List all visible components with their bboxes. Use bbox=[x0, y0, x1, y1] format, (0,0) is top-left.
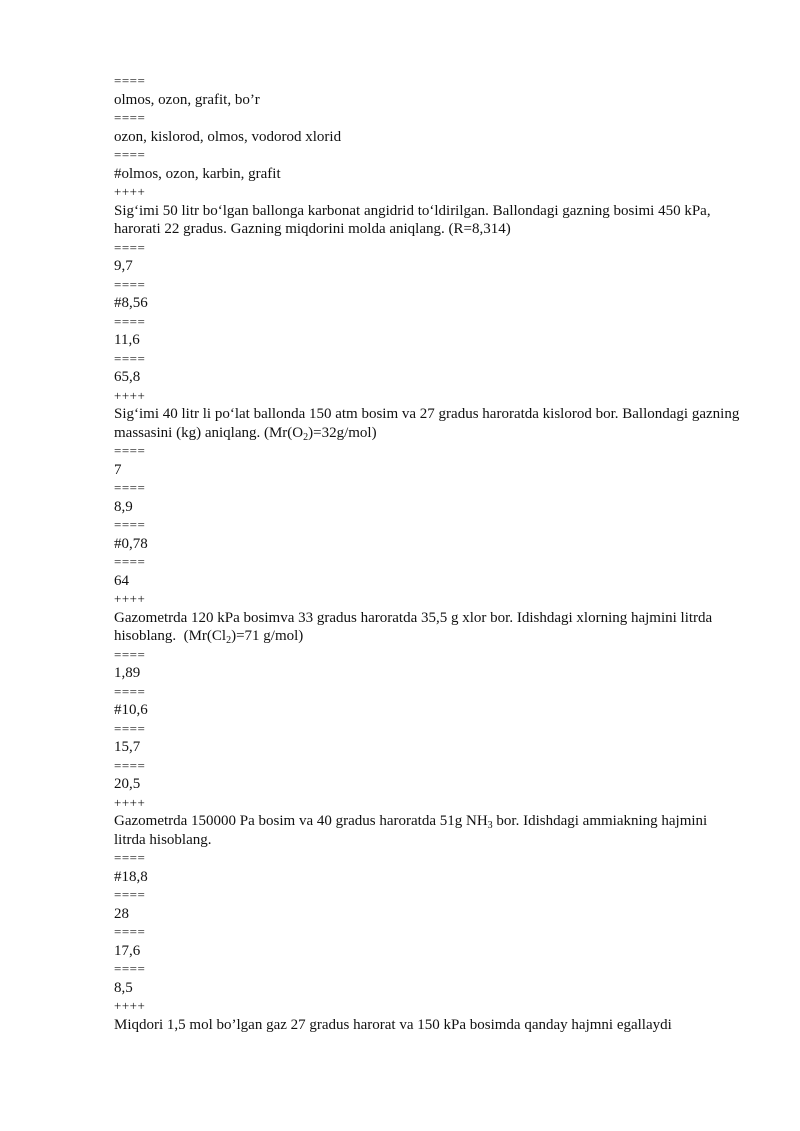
option-separator: ==== bbox=[114, 350, 146, 366]
answer-option: 15,7 bbox=[114, 739, 141, 755]
text-run: )=71 g/mol) bbox=[231, 628, 304, 644]
text-run: Gazometrda 150000 Pa bosim va 40 gradus haroratda 51g NH bbox=[114, 813, 488, 829]
answer-option: #olmos, ozon, karbin, grafit bbox=[114, 165, 281, 182]
option-separator: ==== bbox=[114, 554, 146, 569]
option-separator: ==== bbox=[114, 720, 146, 736]
text-run: )=32g/mol) bbox=[308, 424, 377, 441]
text-run: bor. Idishdagi ammiakning hajmini litrda hisoblang. bbox=[114, 813, 711, 848]
answer-option: #8,56 bbox=[114, 295, 148, 311]
subscript: 2 bbox=[226, 635, 232, 646]
question-text bbox=[114, 405, 744, 443]
document-body bbox=[114, 72, 744, 1034]
answer-option: 1,89 bbox=[114, 665, 141, 681]
question-separator: ++++ bbox=[114, 998, 146, 1013]
question-text bbox=[114, 812, 740, 849]
question-text: Miqdori 1,5 mol bo’lgan gaz 27 gradus harorat va 150 kPa bosimda qanday hajmni egallaydi bbox=[114, 1016, 672, 1033]
question-separator: ++++ bbox=[114, 794, 146, 810]
option-separator: ==== bbox=[114, 924, 146, 939]
text-run: Gazometrda 120 kPa bosimva 33 gradus haroratda 35,5 g xlor bor. Idishdagi xlorning hajmini litrda hisoblang. (Mr(Cl bbox=[114, 609, 716, 644]
answer-option: 64 bbox=[114, 572, 129, 589]
subscript: 3 bbox=[487, 820, 493, 831]
option-separator: ==== bbox=[114, 73, 146, 88]
option-separator: ==== bbox=[114, 850, 146, 865]
option-separator: ==== bbox=[114, 683, 146, 699]
question-separator: ++++ bbox=[114, 591, 146, 606]
answer-option: 28 bbox=[114, 905, 129, 922]
option-separator: ==== bbox=[114, 110, 146, 125]
option-separator: ==== bbox=[114, 313, 146, 329]
option-separator: ==== bbox=[114, 480, 146, 495]
question-text: Sig‘imi 50 litr bo‘lgan ballonga karbonat angidrid to‘ldirilgan. Ballondagi gazning bosimi 450 kPa, harorati 22 gradus. Gazning miqdorini molda aniqlang. (R=8,314) bbox=[114, 202, 715, 237]
answer-option: 9,7 bbox=[114, 258, 133, 274]
subscript: 2 bbox=[303, 431, 309, 443]
question-separator: ++++ bbox=[114, 387, 146, 403]
option-separator: ==== bbox=[114, 887, 146, 902]
text-run: Sig‘imi 40 litr li po‘lat ballonda 150 atm bosim va 27 gradus haroratda kislorod bor. Ballondagi gazning massasini (kg) aniqlang. (Mr(O bbox=[114, 406, 744, 441]
option-separator: ==== bbox=[114, 961, 146, 976]
option-separator: ==== bbox=[114, 443, 146, 458]
answer-option: 8,9 bbox=[114, 498, 133, 515]
answer-option: 11,6 bbox=[114, 332, 140, 348]
answer-option: ozon, kislorod, olmos, vodorod xlorid bbox=[114, 128, 342, 145]
question-text bbox=[114, 609, 740, 646]
answer-option: 7 bbox=[114, 461, 122, 478]
option-separator: ==== bbox=[114, 276, 146, 292]
option-separator: ==== bbox=[114, 646, 146, 662]
answer-option: #10,6 bbox=[114, 702, 148, 718]
answer-option: 8,5 bbox=[114, 979, 133, 996]
option-separator: ==== bbox=[114, 239, 146, 255]
answer-option: #18,8 bbox=[114, 868, 148, 885]
answer-option: 17,6 bbox=[114, 942, 141, 959]
option-separator: ==== bbox=[114, 517, 146, 532]
option-separator: ==== bbox=[114, 757, 146, 773]
answer-option: 20,5 bbox=[114, 776, 141, 792]
answer-option: olmos, ozon, grafit, bo’r bbox=[114, 91, 260, 108]
option-separator: ==== bbox=[114, 147, 146, 162]
answer-option: 65,8 bbox=[114, 369, 141, 385]
answer-option: #0,78 bbox=[114, 535, 148, 552]
question-separator: ++++ bbox=[114, 184, 146, 199]
